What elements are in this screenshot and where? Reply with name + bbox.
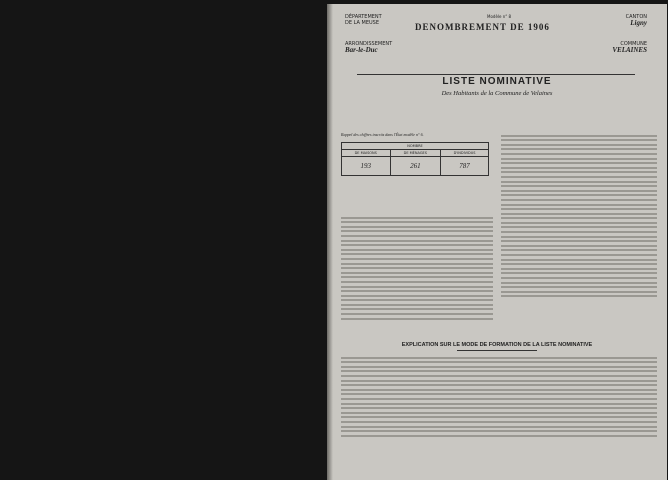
list-subtitle: Des Habitants de la Commune de Velaines <box>441 90 553 97</box>
canton-value: Ligny <box>630 19 647 27</box>
header-divider <box>357 74 635 75</box>
explanation-text <box>341 354 657 439</box>
explanation-title: EXPLICATION SUR LE MODE DE FORMATION DE LA LISTE NOMINATIVE <box>401 342 593 348</box>
column-households: DE MÉNAGES <box>390 150 441 157</box>
explanation-divider <box>457 350 537 351</box>
column-houses: DE MAISONS <box>342 150 391 157</box>
document-page <box>327 4 667 480</box>
value-households: 261 <box>390 157 441 176</box>
list-title: LISTE NOMINATIVE <box>442 76 552 87</box>
value-houses: 193 <box>342 157 391 176</box>
commune-block <box>592 41 647 53</box>
model-number: Modèle n° 8 <box>487 14 512 19</box>
instructions-column-right <box>501 132 657 300</box>
instructions-column-left <box>341 214 493 322</box>
arrondissement-label: ARRONDISSEMENT <box>345 41 393 47</box>
department-block <box>345 14 400 26</box>
department-value: DE LA MEUSE <box>345 20 379 26</box>
column-individuals: D'INDIVIDUS <box>441 150 489 157</box>
page-header <box>337 14 655 84</box>
canton-label: CANTON <box>625 14 647 20</box>
totals-header: NOMBRE <box>342 143 489 150</box>
arrondissement-value: Bar-le-Duc <box>345 46 378 54</box>
recall-caption: Rappel des chiffres inscrits dans l'État modèle n° 6. <box>341 132 424 137</box>
value-individuals: 787 <box>441 157 489 176</box>
canton-block <box>592 14 647 26</box>
commune-label: COMMUNE <box>620 41 647 47</box>
commune-value: VELAINES <box>612 46 647 54</box>
census-title: DENOMBREMENT DE 1906 <box>415 22 550 32</box>
arrondissement-block <box>345 41 400 53</box>
totals-table <box>341 142 489 176</box>
department-label: DÉPARTEMENT <box>345 14 382 20</box>
